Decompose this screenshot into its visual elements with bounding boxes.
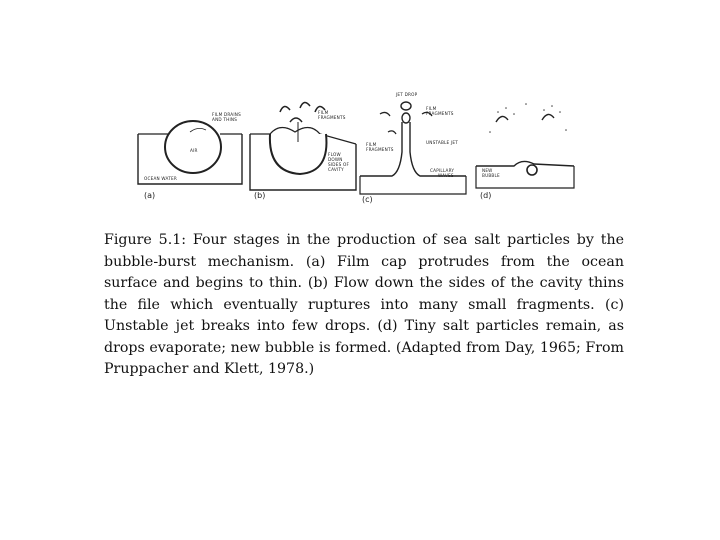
panel-c [360, 92, 466, 204]
figure-illustration [130, 92, 590, 207]
panel-label-d: (d) [480, 191, 492, 200]
label-film-c: FILM [426, 106, 437, 111]
label-jet-drop: JET DROP [396, 92, 418, 97]
label-fragments-c: FRAGMENTS [426, 111, 454, 116]
panel-b [250, 102, 356, 200]
figure-caption: Figure 5.1: Four stages in the production of sea salt particles by the bubble-burst mechanism. (a) Film cap protrudes from the ocean surface and begins to thin. (b) Flow down the sides of the cavity thins the file which eventually ruptures into many small fragments. (c) Unstable jet breaks into few drops. (d) Tiny salt particles remain, as drops evaporate; new bubble is formed. (Adapted from Day, 1965; From Pruppacher and Klett, 1978.) [104, 232, 624, 377]
bubble-burst-diagram [130, 92, 590, 207]
label-film-drains: FILM DRAINS [212, 112, 241, 117]
label-capillary: CAPILLARY [430, 168, 455, 173]
label-new: NEW [482, 168, 493, 173]
label-bubble: BUBBLE [482, 173, 500, 178]
label-film-c2: FILM [366, 142, 377, 147]
label-and-thins: AND THINS [212, 117, 238, 122]
label-air: AIR [190, 148, 198, 153]
panel-label-b: (b) [254, 191, 266, 200]
label-fragments: FRAGMENTS [318, 115, 346, 120]
panel-a [138, 112, 242, 200]
panel-d [476, 103, 574, 200]
label-ocean-water: OCEAN WATER [144, 176, 177, 181]
label-film: FILM [318, 110, 329, 115]
label-cavity: CAVITY [328, 167, 344, 172]
label-fragments-c2: FRAGMENTS [366, 147, 394, 152]
label-flow: FLOW [328, 152, 341, 157]
label-sides-of: SIDES OF [328, 162, 350, 167]
panel-label-c: (c) [362, 195, 373, 204]
label-down: DOWN [328, 157, 343, 162]
label-waves: WAVES [438, 173, 454, 178]
panel-label-a: (a) [144, 191, 156, 200]
label-unstable-jet: UNSTABLE JET [426, 140, 458, 145]
